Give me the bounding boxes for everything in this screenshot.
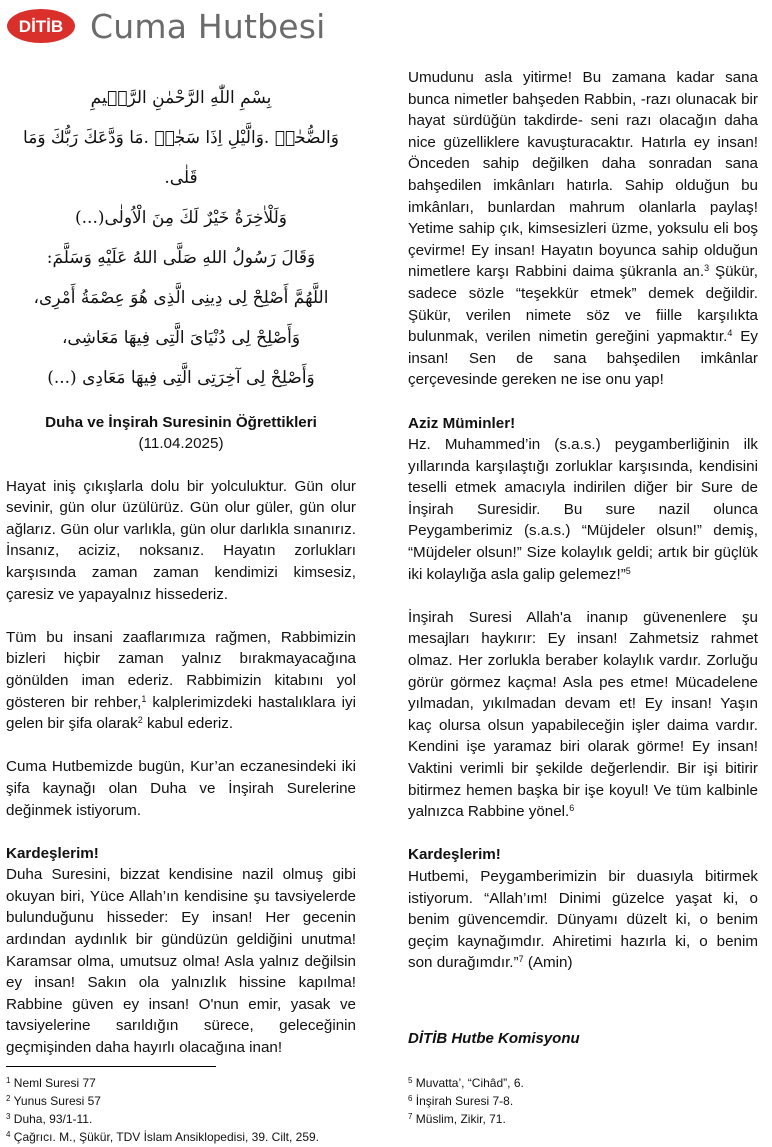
svg-text:DİTİB: DİTİB (18, 17, 64, 36)
arabic-line: وَأَصْلِحْ لِى دُنْيَاىَ الَّتِى فِيهَا مَعَاشِى، (61, 328, 301, 348)
sermon-title: Duha ve İnşirah Suresinin Öğrettikleri (45, 414, 317, 431)
footnote: $^4$ Çağrıcı. M., Şükür, TDV İslam Ansiklopedisi, 39. Cilt, 259. (6, 1130, 320, 1144)
footnotes-left (6, 1074, 319, 1146)
arabic-line: وَقَالَ رَسُولُ اللهِ صَلَّى اللهُ عَلَيْهِ وَسَلَّمَ: (46, 248, 316, 268)
arabic-line: وَلَلْاٰخِرَةُ خَيْرٌ لَكَ مِنَ الْاُولٰى(...) (75, 208, 287, 228)
right-column (408, 67, 758, 974)
left-column (6, 78, 356, 1059)
footnote-ref: 4 (727, 328, 733, 339)
arabic-line: وَالضُّحٰىۙ .وَالَّيْلِ اِذَا سَجٰىۙ .مَا وَدَّعَكَ رَبُّكَ وَمَا قَلٰى. (23, 128, 339, 188)
arabic-line: اللَّهُمَّ أَصْلِحْ لِى دِينِى الَّذِى هُوَ عِصْمَةُ أَمْرِى، (33, 288, 329, 308)
paragraph: Hz. Muhammed’in (s.a.s.) peygamberliğinin ilk yıllarında karşılaştığı zorluklar karşısında, kendisini teselli etmek amacıyla indirilen diğer bir Sure de İnşirah Suresidir. Bu sure nazil olunca Peygamberimiz (s.a.s.) “Müjdeler olsun!” demiş, “Müjdeler olsun!” Size kolaylık geldi; artık bir güçlük iki kolaylığa asla galip gelemez!”$^5$ (408, 436, 758, 583)
footnote-ref: 7 (518, 954, 524, 965)
footnote: $^2$ Yunus Suresi 57 (6, 1094, 101, 1108)
paragraph: Duha Suresini, bizzat kendisine nazil olmuş gibi okuyan biri, Yüce Allah’ın kendisine şu tavsiyelerde bulunduğunu hisseder: Ey insan! Her gecenin ardından aydınlık bir gündüzün geldiğini unutma! Karamsar olma, umutsuz olma! Asla yalnız değilsin ey insan! Sakın ola yalnızlık hissine kapılma! Rabbine güven ey insan! O'nun emir, yasak ve tavsiyelerine sarıldığın sürece, geleceğinin geçmişinden daha hayırlı olacağına inan! (6, 866, 356, 1057)
arabic-line: بِسْمِ اللّٰهِ الرَّحْمٰنِ الرَّح۪يمِ (90, 88, 272, 108)
paragraph: Tüm bu insani zaaflarımıza rağmen, Rabbimizin bizleri hiçbir zaman yalnız bırakmayacağına gönülden iman ederiz. Rabbimizin kitabını yol gösteren bir rehber,$^1$ kalplerimizdeki hastalıklara iyi gelen bir şifa olarak$^2$ kabul ederiz. (6, 628, 356, 733)
footnote: $^6$ İnşirah Suresi 7-8. (408, 1094, 514, 1108)
footnotes-right (408, 1074, 524, 1128)
paragraph: Cuma Hutbemizde bugün, Kur’an eczanesindeki iki şifa kaynağı olan Duha ve İnşirah Surelerine değinmek istiyorum. (6, 758, 356, 819)
section-heading: Kardeşlerim! (6, 844, 99, 862)
footnote: $^7$ Müslim, Zikir, 71. (408, 1112, 506, 1126)
footnote: $^5$ Muvatta’, “Cihâd”, 6. (408, 1076, 524, 1090)
commission-signature: DİTİB Hutbe Komisyonu (408, 1030, 580, 1047)
paragraph: Umudunu asla yitirme! Bu zamana kadar sana bunca nimetler bahşeden Rabbin, -razı olunacak bir hayat sürdüğün takdirde- seni razı olacağın daha nice güzelliklere kavuşturacaktır. Hatırla ey insan! Önceden sahip değilken daha sonradan sana bahşedilen imkânları hatırla. Sahip olduğun bu imkânları, bunlardan mahrum olanlarla paylaş! Yetime sahip çık, kimsesizleri üzme, yoksulu eli boş çevirme! Ey insan! Hayatın boyunca sahip olduğun nimetlere karşı Rabbini daima şükranla an.$^3$ Şükür, sadece sözle “teşekkür etmek” demek değildir. Şükür, verilen nimete söz ve fiille karşılıkta bulunmak, verilen nimetin gereğini yapmaktır.$^4$ Ey insan! Sen de sana bahşedilen imkânlar çerçevesinde gereken ne ise onu yap! (408, 69, 758, 389)
footnote-ref: 5 (625, 565, 631, 576)
footnote-ref: 3 (704, 263, 710, 274)
footnote-ref: 6 (569, 803, 575, 814)
paragraph: İnşirah Suresi Allah'a inanıp güvenenlere şu mesajları haykırır: Ey insan! Zahmetsiz rahmet olmaz. Her zorlukla beraber kolaylık vardır. Zorluğu görür görmez kaçma! Asla pes etme! Mücadelene yılmadan, yıkılmadan devam et! Ey insan! Yaşın kaç olursa olsun yapabileceğin işler daima vardır. Kendini işe yaramaz biri olarak görme! Ey insan! Vaktini verimli bir şekilde değerlendir. Bir işi bitirir bitirmez hemen başka bir işe koyul! Ve tüm kalbinle yalnızca Rabbine yönel.$^6$ (408, 608, 758, 821)
page-header (6, 6, 326, 46)
arabic-verses (6, 78, 356, 398)
footnote: $^1$ Neml Suresi 77 (6, 1076, 96, 1090)
section-heading: Aziz Müminler! (408, 414, 516, 432)
arabic-line: وَأَصْلِحْ لِى آخِرَتِى الَّتِى فِيهَا مَعَادِى (...) (47, 368, 315, 388)
ditib-logo (6, 8, 76, 44)
footnote-ref: 1 (141, 693, 147, 704)
paragraph: Hutbemi, Peygamberimizin bir duasıyla bitirmek istiyorum. “Allah’ım! Dinimi güzelce yaşat ki, o benim güvencemdir. Dünyamı düzelt ki, o benim geçim kaynağımdır. Ahiretimi hazırla ki, o benim son durağımdır.”$^7$ (Amin) (408, 867, 758, 972)
sermon-date: (11.04.2025) (138, 435, 224, 452)
paragraph: Hayat iniş çıkışlarla dolu bir yolculuktur. Gün olur sevinir, gün olur üzülürüz. Gün olur güler, gün olur ağlarız. Gün olur varlıkla, gün olur darlıkla sınanırız. İnsanız, aciziz, noksanız. Hayatın zorlukları karşısında zaman zaman kendimizi kimsesiz, çaresiz ve yapayalnız hissederiz. (6, 477, 356, 603)
footnote-ref: 2 (137, 715, 143, 726)
footnote-divider (6, 1066, 216, 1067)
section-heading: Kardeşlerim! (408, 846, 501, 864)
footnote: $^3$ Duha, 93/1-11. (6, 1112, 93, 1126)
page-title: Cuma Hutbesi (90, 6, 326, 46)
